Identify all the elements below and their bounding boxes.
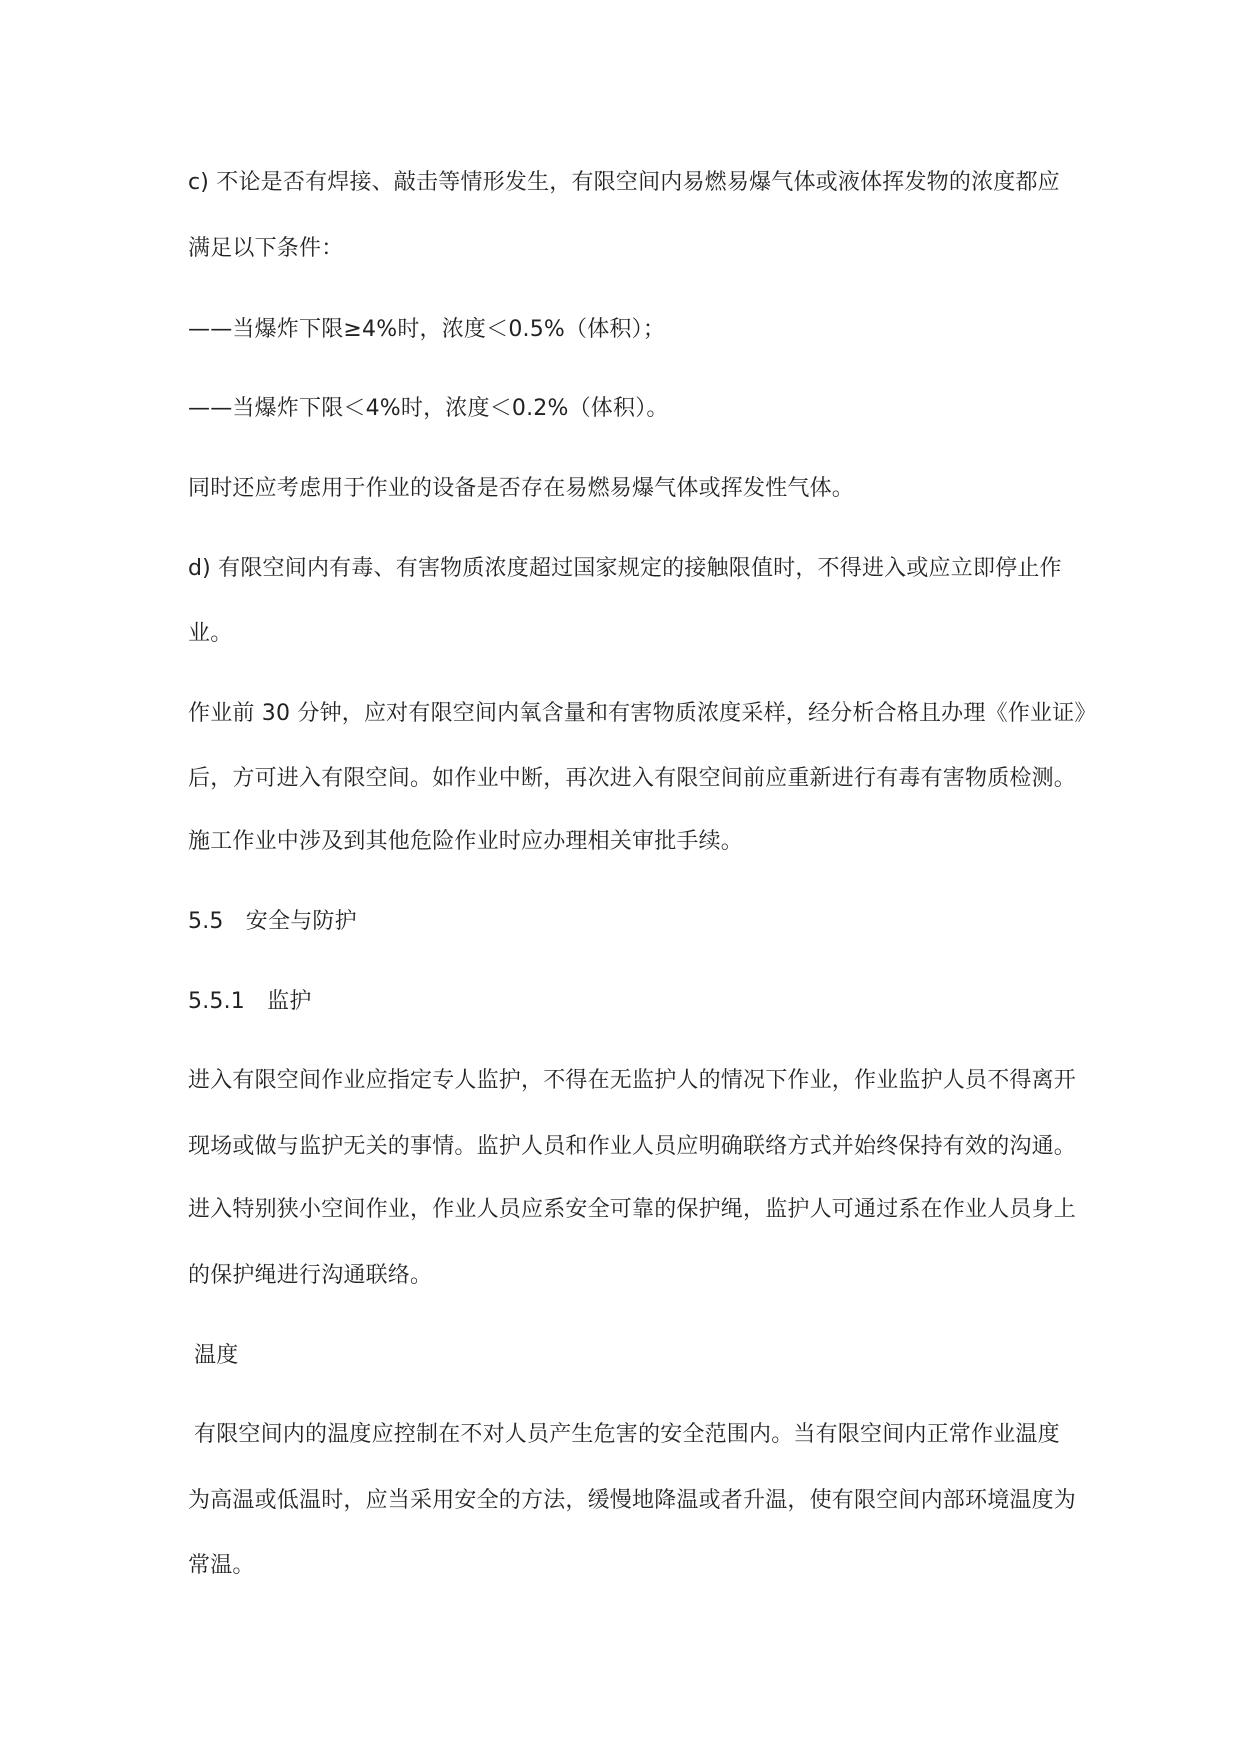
section-heading-5-5-1: 5.5.1 监护: [188, 989, 312, 1014]
sampling-paragraph-line-3: 施工作业中涉及到其他危险作业时应办理相关审批手续。: [188, 829, 744, 854]
supervision-paragraph-line-3: 进入特别狭小空间作业，作业人员应系安全可靠的保护绳，监护人可通过系在作业人员身上: [188, 1197, 1077, 1222]
temperature-paragraph-line-3: 常温。: [188, 1553, 255, 1578]
temperature-paragraph-line-2: 为高温或低温时，应当采用安全的方法，缓慢地降温或者升温，使有限空间内部环境温度为: [188, 1488, 1077, 1513]
temperature-heading: 温度: [194, 1343, 239, 1368]
paragraph-d-line-2: 业。: [188, 621, 233, 646]
sampling-paragraph-line-1: 作业前 30 分钟，应对有限空间内氧含量和有害物质浓度采样，经分析合格且办理《作业证》: [188, 701, 1097, 726]
condition-line-1: ——当爆炸下限≥4%时，浓度＜0.5%（体积）；: [188, 317, 666, 342]
section-heading-5-5: 5.5 安全与防护: [188, 909, 357, 934]
paragraph-c-line-1: c) 不论是否有焊接、敲击等情形发生，有限空间内易燃易爆气体或液体挥发物的浓度都应: [188, 170, 1060, 195]
temperature-paragraph-line-1: 有限空间内的温度应控制在不对人员产生危害的安全范围内。当有限空间内正常作业温度: [194, 1422, 1060, 1447]
condition-line-2: ——当爆炸下限＜4%时，浓度＜0.2%（体积）。: [188, 396, 669, 421]
supervision-paragraph-line-1: 进入有限空间作业应指定专人监护，不得在无监护人的情况下作业，作业监护人员不得离开: [188, 1068, 1077, 1093]
supervision-paragraph-line-4: 的保护绳进行沟通联络。: [188, 1263, 433, 1288]
sampling-paragraph-line-2: 后，方可进入有限空间。如作业中断，再次进入有限空间前应重新进行有毒有害物质检测。: [188, 766, 1077, 791]
supervision-paragraph-line-2: 现场或做与监护无关的事情。监护人员和作业人员应明确联络方式并始终保持有效的沟通。: [188, 1134, 1077, 1159]
equipment-note: 同时还应考虑用于作业的设备是否存在易燃易爆气体或挥发性气体。: [188, 476, 855, 501]
paragraph-d-line-1: d) 有限空间内有毒、有害物质浓度超过国家规定的接触限值时，不得进入或应立即停止作: [188, 556, 1062, 581]
paragraph-c-line-2: 满足以下条件：: [188, 236, 344, 261]
